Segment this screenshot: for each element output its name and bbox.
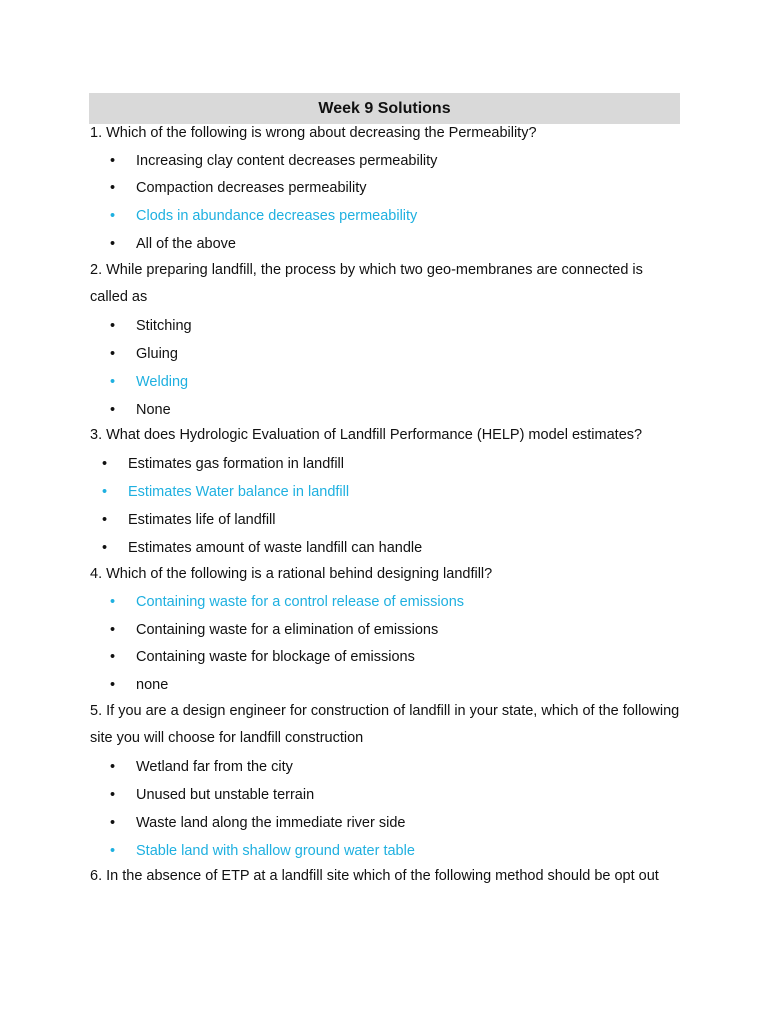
bullet: • (110, 208, 116, 224)
option-text: Unused but unstable terrain (136, 787, 315, 803)
bullet: • (102, 512, 108, 528)
option-text: Stable land with shallow ground water table (136, 843, 415, 859)
option-text: Containing waste for blockage of emissions (136, 649, 415, 665)
option-text: Estimates gas formation in landfill (128, 456, 344, 472)
option-text: Estimates Water balance in landfill (128, 484, 350, 500)
bullet: • (110, 815, 116, 831)
bullet: • (110, 236, 116, 252)
option-text: Compaction decreases permeability (136, 180, 367, 196)
option-text: Welding (136, 374, 189, 390)
option-text: none (136, 677, 169, 693)
option-text: None (136, 402, 171, 418)
question-2: 2. While preparing landfill, the process by which two geo-membranes are connected is called as (90, 262, 643, 305)
bullet: • (110, 594, 116, 610)
question-1: 1. Which of the following is wrong about decreasing the Permeability? (90, 125, 537, 141)
option-text: Waste land along the immediate river side (136, 815, 406, 831)
bullet: • (110, 153, 116, 169)
question-3: 3. What does Hydrologic Evaluation of Landfill Performance (HELP) model estimates? (90, 427, 643, 443)
option-text: Estimates life of landfill (128, 512, 276, 528)
bullet: • (110, 180, 116, 196)
bullet: • (102, 484, 108, 500)
bullet: • (110, 374, 116, 390)
question-5: 5. If you are a design engineer for construction of landfill in your state, which of the following site you will choose for landfill construction (90, 703, 680, 746)
bullet: • (102, 456, 108, 472)
bullet: • (110, 649, 116, 665)
option-text: Wetland far from the city (136, 759, 293, 775)
bullet: • (110, 843, 116, 859)
option-text: Increasing clay content decreases permeability (136, 153, 438, 169)
question-4: 4. Which of the following is a rational behind designing landfill? (90, 566, 493, 582)
option-text: Stitching (136, 318, 192, 334)
bullet: • (110, 622, 116, 638)
option-text: Clods in abundance decreases permeability (136, 208, 418, 224)
option-text: Containing waste for a control release of emissions (136, 594, 465, 610)
option-text: Estimates amount of waste landfill can handle (128, 540, 423, 556)
question-6: 6. In the absence of ETP at a landfill site which of the following method should be opt out (90, 868, 659, 884)
bullet: • (102, 540, 108, 556)
bullet: • (110, 346, 116, 362)
bullet: • (110, 402, 116, 418)
bullet: • (110, 787, 116, 803)
bullet: • (110, 759, 116, 775)
option-text: All of the above (136, 236, 236, 252)
option-text: Containing waste for a elimination of emissions (136, 622, 439, 638)
page-title: Week 9 Solutions (89, 93, 680, 124)
bullet: • (110, 677, 116, 693)
option-text: Gluing (136, 346, 178, 362)
bullet: • (110, 318, 116, 334)
